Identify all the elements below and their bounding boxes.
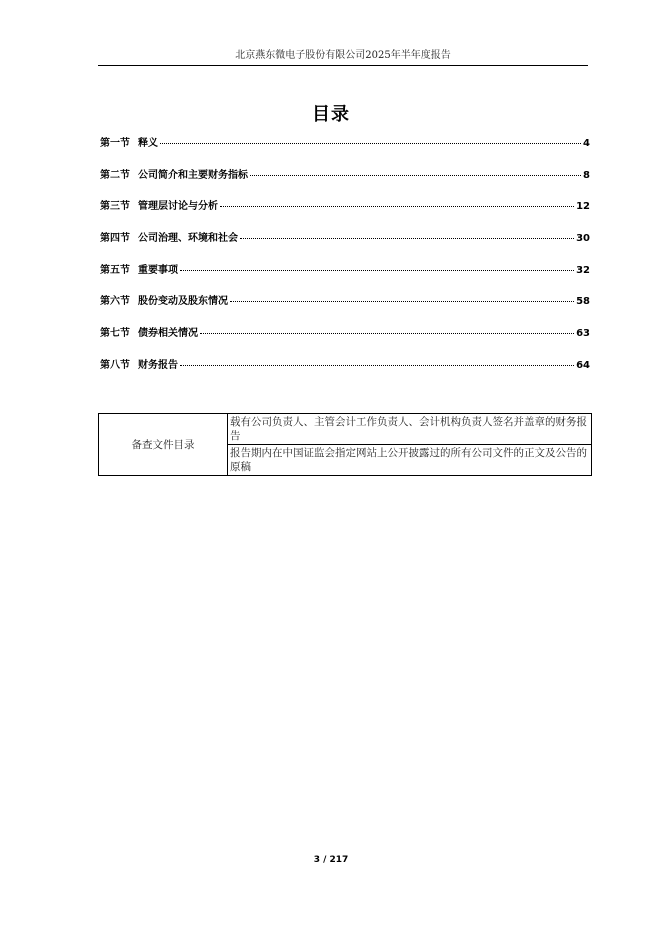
toc-page-number: 64 [576, 359, 590, 371]
reference-files-label: 备查文件目录 [99, 414, 228, 476]
toc-section-number: 第六节 [100, 296, 130, 308]
toc-section-number: 第二节 [100, 169, 130, 181]
toc-section-name: 重要事项 [138, 264, 178, 276]
toc-leader-dots [220, 206, 574, 207]
table-row [99, 414, 592, 445]
toc-section-name: 公司治理、环境和社会 [138, 233, 238, 245]
table-of-contents [100, 134, 590, 388]
toc-section-number: 第八节 [100, 359, 130, 371]
toc-page-number: 32 [576, 264, 590, 276]
page-number: 3 / 217 [313, 855, 349, 865]
toc-leader-dots [180, 365, 574, 366]
toc-section-name: 债券相关情况 [138, 328, 198, 340]
toc-section-name: 管理层讨论与分析 [138, 201, 218, 213]
toc-entry-1[interactable] [100, 134, 590, 166]
toc-entry-4[interactable] [100, 229, 590, 261]
toc-section-number: 第四节 [100, 233, 130, 245]
reference-file-item: 载有公司负责人、主管会计工作负责人、会计机构负责人签名并盖章的财务报告 [228, 414, 592, 445]
toc-entry-7[interactable] [100, 324, 590, 356]
toc-section-name: 财务报告 [138, 359, 178, 371]
toc-section-number: 第七节 [100, 328, 130, 340]
toc-page-number: 12 [576, 201, 590, 213]
toc-section-number: 第三节 [100, 201, 130, 213]
toc-entry-6[interactable] [100, 292, 590, 324]
toc-section-number: 第一节 [100, 138, 130, 149]
toc-section-name: 释义 [138, 138, 158, 149]
toc-page-number: 63 [576, 328, 590, 340]
toc-section-number: 第五节 [100, 264, 130, 276]
toc-section-name: 公司简介和主要财务指标 [138, 169, 248, 181]
toc-page-number: 8 [583, 169, 590, 181]
toc-leader-dots [240, 238, 574, 239]
toc-leader-dots [230, 301, 574, 302]
toc-entry-5[interactable] [100, 261, 590, 293]
toc-leader-dots [180, 270, 574, 271]
reference-files-table [98, 413, 592, 476]
toc-entry-8[interactable] [100, 356, 590, 388]
toc-leader-dots [160, 143, 581, 144]
reference-file-item: 报告期内在中国证监会指定网站上公开披露过的所有公司文件的正文及公告的原稿 [228, 445, 592, 476]
toc-section-name: 股份变动及股东情况 [138, 296, 228, 308]
page-title: 目录 [312, 104, 350, 125]
toc-leader-dots [250, 175, 581, 176]
toc-page-number: 58 [576, 296, 590, 308]
toc-leader-dots [200, 333, 574, 334]
toc-entry-2[interactable] [100, 166, 590, 198]
toc-entry-3[interactable] [100, 197, 590, 229]
page-header: 北京燕东微电子股份有限公司2025年半年度报告 [98, 46, 588, 66]
toc-page-number: 30 [576, 233, 590, 245]
toc-page-number: 4 [583, 138, 590, 149]
